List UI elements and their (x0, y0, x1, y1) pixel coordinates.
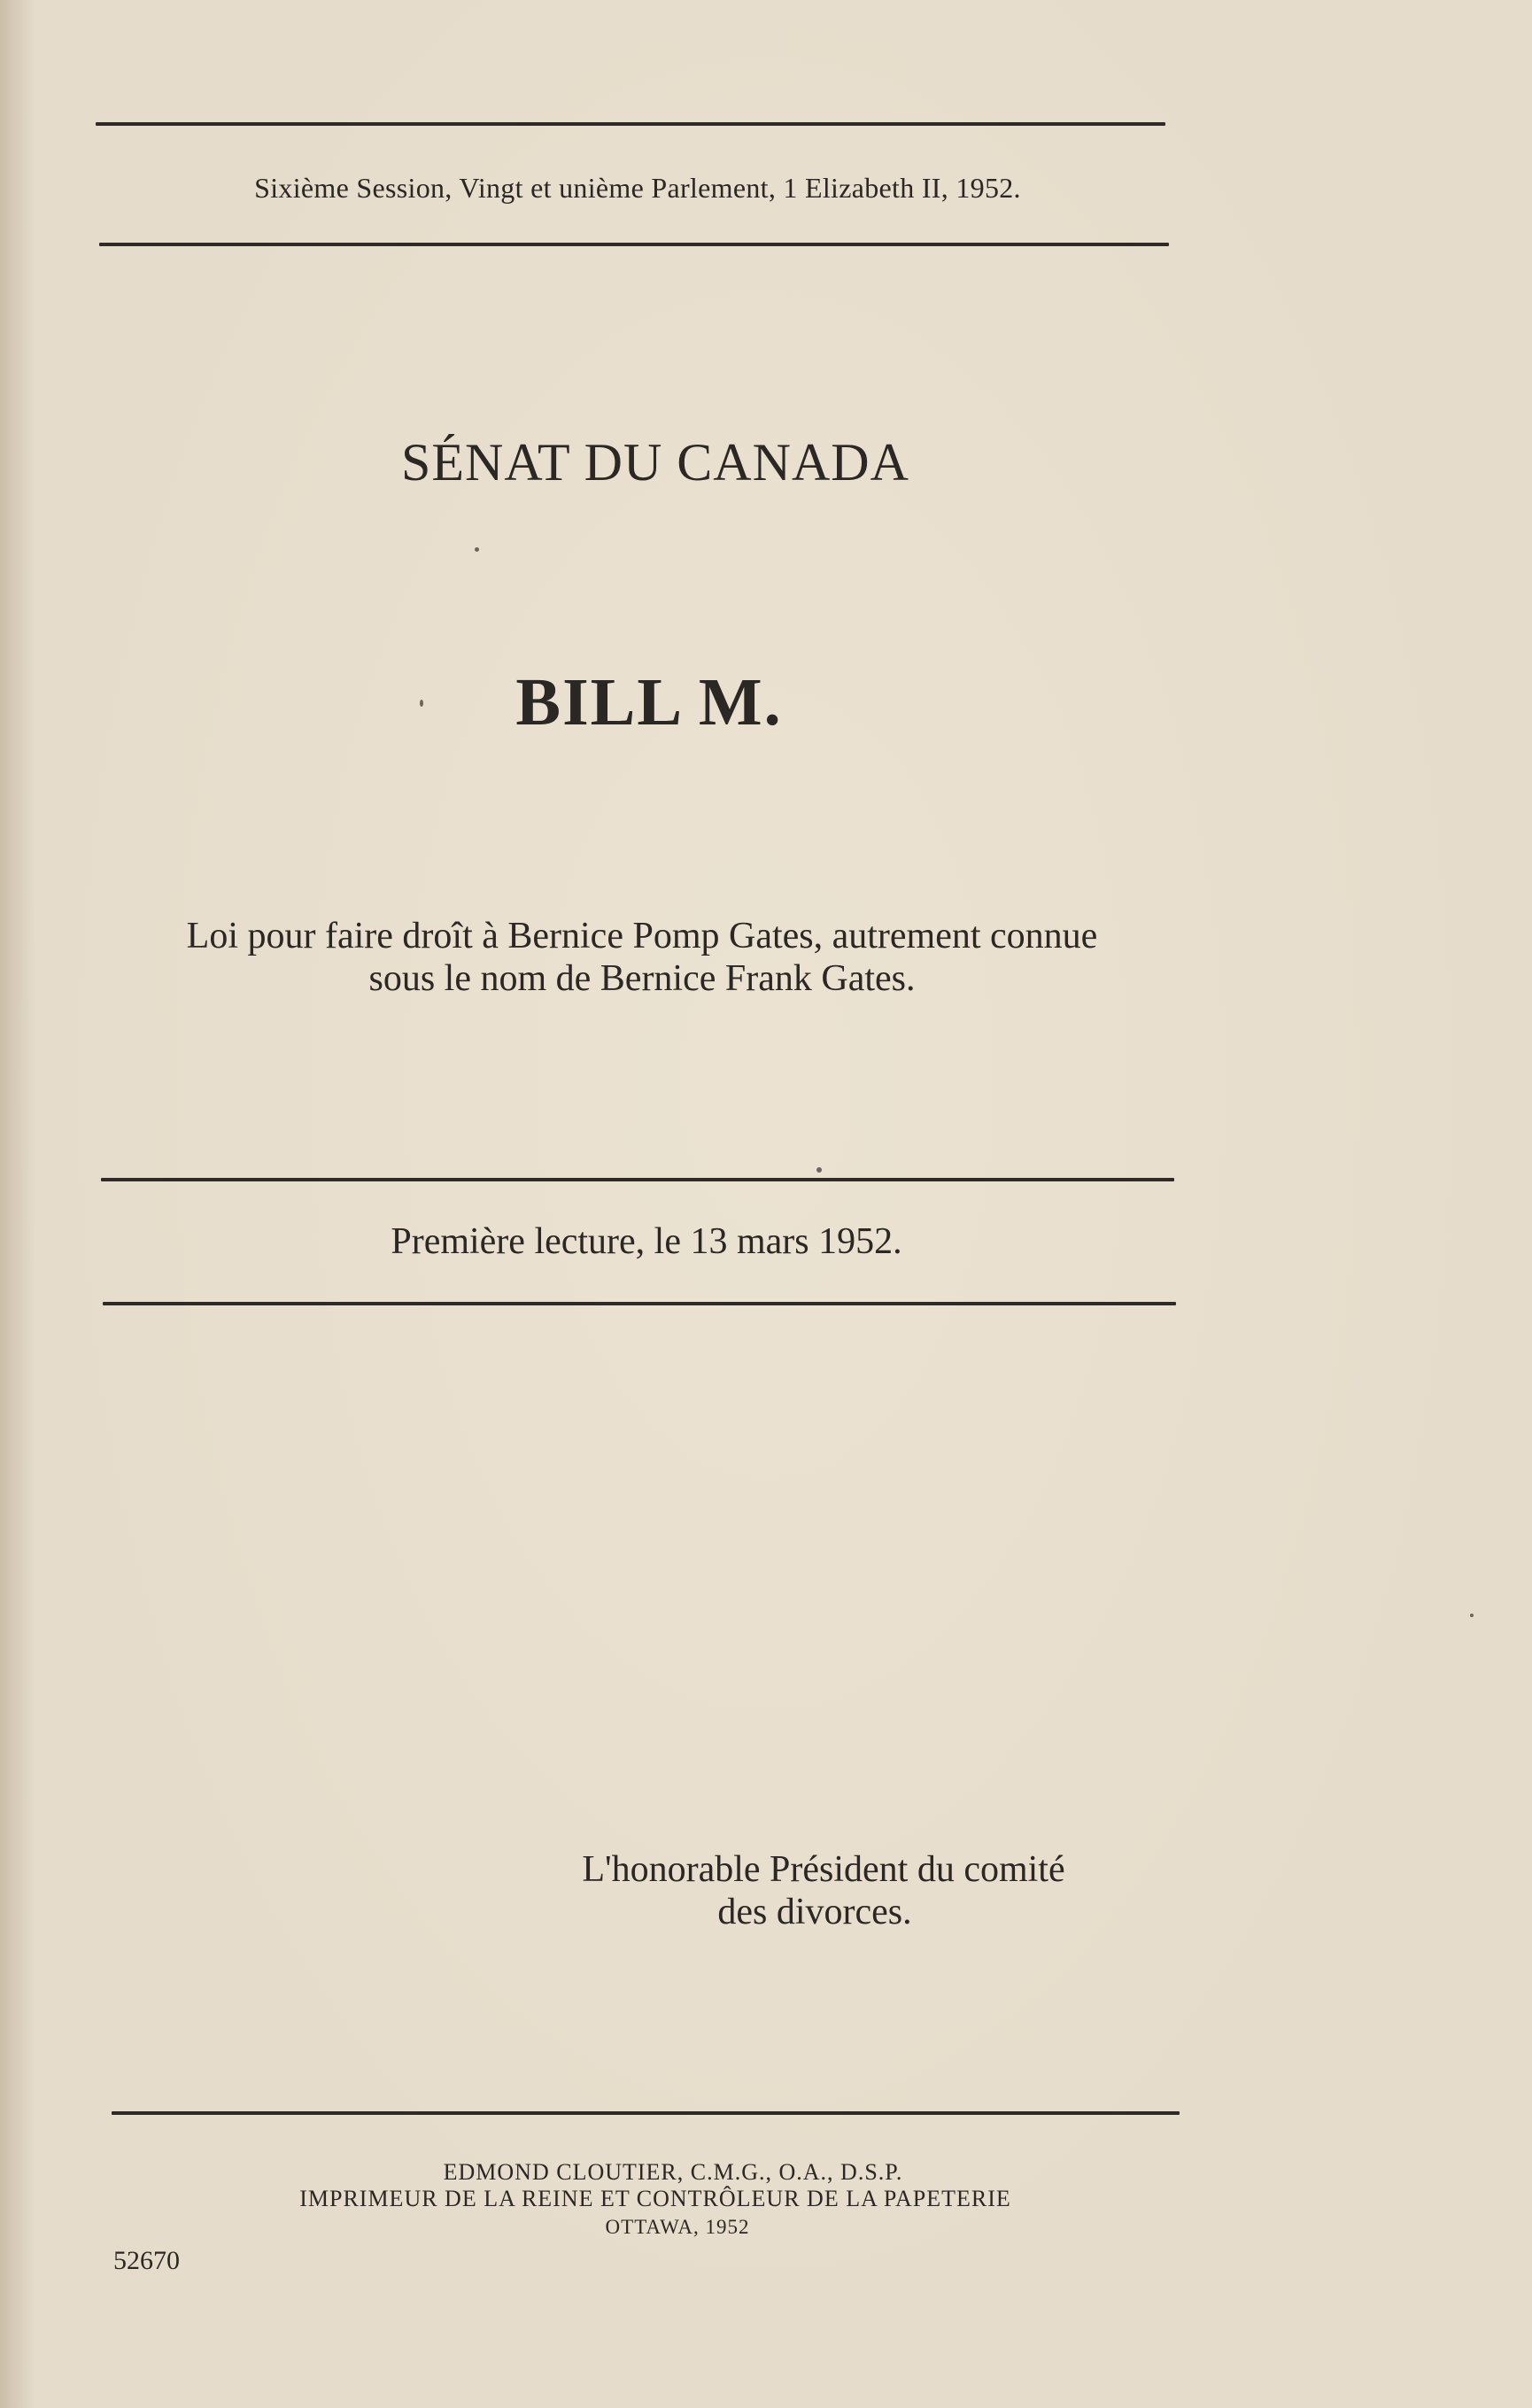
printer-place-year: OTTAWA, 1952 (605, 2216, 750, 2238)
reading-rule-upper (101, 1178, 1174, 1181)
first-reading-date: Première lecture, le 13 mars 1952. (391, 1221, 902, 1262)
chamber-title: SÉNAT DU CANADA (401, 433, 909, 492)
top-rule-upper (96, 122, 1165, 126)
paper-speck (1470, 1614, 1474, 1617)
session-header: Sixième Session, Vingt et unième Parlement, 1 Elizabeth II, 1952. (254, 172, 1021, 204)
bill-title-line-1: Loi pour faire droît à Bernice Pomp Gates, autrement connue (186, 916, 1098, 956)
paper-speck (816, 1167, 822, 1173)
printer-title: IMPRIMEUR DE LA REINE ET CONTRÔLEUR DE LA PAPETERIE (299, 2186, 1011, 2211)
reading-rule-lower (103, 1302, 1176, 1305)
print-number: 52670 (113, 2246, 180, 2275)
sponsor-line-1: L'honorable Président du comité (582, 1849, 1065, 1890)
printer-name: EDMOND CLOUTIER, C.M.G., O.A., D.S.P. (443, 2159, 903, 2185)
bill-number: BILL M. (515, 665, 783, 739)
paper-speck (420, 700, 423, 707)
bill-title-line-2: sous le nom de Bernice Frank Gates. (368, 958, 916, 999)
sponsor-line-2: des divorces. (717, 1892, 912, 1932)
paper-speck (475, 547, 479, 552)
imprint-rule (112, 2111, 1180, 2115)
top-rule-lower (99, 243, 1169, 246)
